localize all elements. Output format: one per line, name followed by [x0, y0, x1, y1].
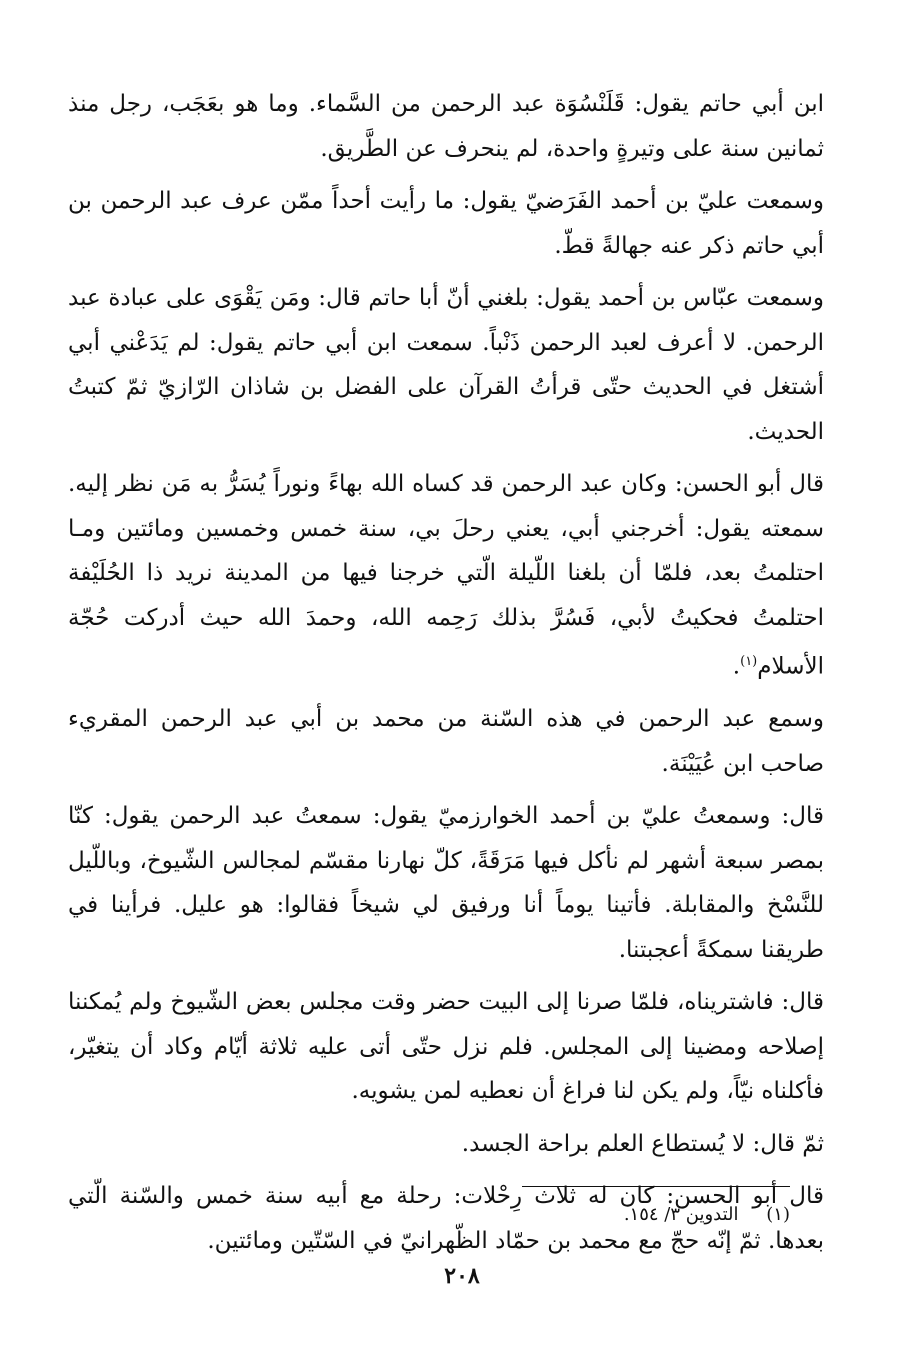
paragraph-1: ابن أبي حاتم يقول: قَلَنْسُوَة عبد الرحمن من السَّماء. وما هو بعَجَب، رجل منذ ثمانين سنة على وتيرةٍ واحدة، لم ينحرف عن الطَّريق. — [68, 91, 824, 162]
paragraph-3: وسمعت عبّاس بن أحمد يقول: بلغني أنّ أبا حاتم قال: ومَن يَقْوَى على عبادة عبد الرحمن. لا أعرف لعبد الرحمن ذَنْباً. سمعت ابن أبي حاتم يقول: لم يَدَعْني أبي أشتغل في الحديث حتّى قرأتُ القرآن على الفضل بن شاذان الرّازيّ ثمّ كتبتُ الحديث. — [68, 285, 824, 445]
paragraph-6: قال: وسمعتُ عليّ بن أحمد الخوارزميّ يقول: سمعتُ عبد الرحمن يقول: كنّا بمصر سبعة أشهر لم نأكل فيها مَرَقَةً، كلّ نهارنا مقسّم لمجالس الشّيوخ، وباللّيل للنَّسْخ والمقابلة. فأتينا يوماً أنا ورفيق لي شيخاً فقالوا: هو عليل. فرأينا في طريقنا سمكةً أعجبتنا. — [68, 803, 824, 963]
paragraph-5: وسمع عبد الرحمن في هذه السّنة من محمد بن أبي عبد الرحمن المقريء صاحب ابن عُيَيْنَة. — [68, 706, 824, 777]
paragraph-7: قال: فاشتريناه، فلمّا صرنا إلى البيت حضر وقت مجلس بعض الشّيوخ ولم يُمكننا إصلاحه ومضينا إلى المجلس. فلم نزل حتّى أتى عليه ثلاثة أيّام وكاد أن يتغيّر، فأكلناه نيّاً، ولم يكن لنا فراغ أن نعطيه لمن يشويه. — [68, 989, 824, 1105]
paragraph-4-end: . — [732, 653, 741, 680]
paragraph-4 — [68, 462, 824, 689]
paragraph-8: ثمّ قال: لا يُستطاع العلم براحة الجسد. — [461, 1130, 824, 1157]
footnote — [624, 1200, 790, 1230]
page-number: ٢٠٨ — [444, 1263, 480, 1289]
footnote-number: (١) — [766, 1204, 790, 1225]
paragraph-4-text: قال أبو الحسن: وكان عبد الرحمن قد كساه الله بهاءً ونوراً يُسَرُّ به مَن نظر إليه. سمعته يقول: أخرجني أبي، يعني رحلَ بي، سنة خمس وخمسين ومائتين ومـا احتلمتُ بعد، فلمّا أن بلغنا اللّيلة الّتي خرجنا فيها من المدينة نريد ذا الحُلَيْفة احتلمتُ فحكيتُ لأبي، فَسُرَّ بذلك رَحِمه الله، وحمدَ الله حيث أدركت حُجّة الأسلام — [68, 471, 824, 680]
footnote-text: التدوين ٣/ ١٥٤. — [623, 1204, 739, 1225]
footnote-divider — [522, 1186, 790, 1187]
footnote-marker: (١) — [740, 654, 758, 669]
paragraph-2: وسمعت عليّ بن أحمد الفَرَضيّ يقول: ما رأيت أحداً ممّن عرف عبد الرحمن بن أبي حاتم ذكر عنه جهالةً قطّ. — [68, 188, 824, 259]
paragraph-9: قال أبو الحسن: كان له ثلاث رِحْلات: رحلة مع أبيه سنة خمس والسّنة الّتي بعدها. ثمّ إنّه حجّ مع محمد بن حمّاد الظّهرانيّ في السّتّين ومائتين. — [68, 1183, 824, 1254]
page-body — [68, 82, 824, 1271]
